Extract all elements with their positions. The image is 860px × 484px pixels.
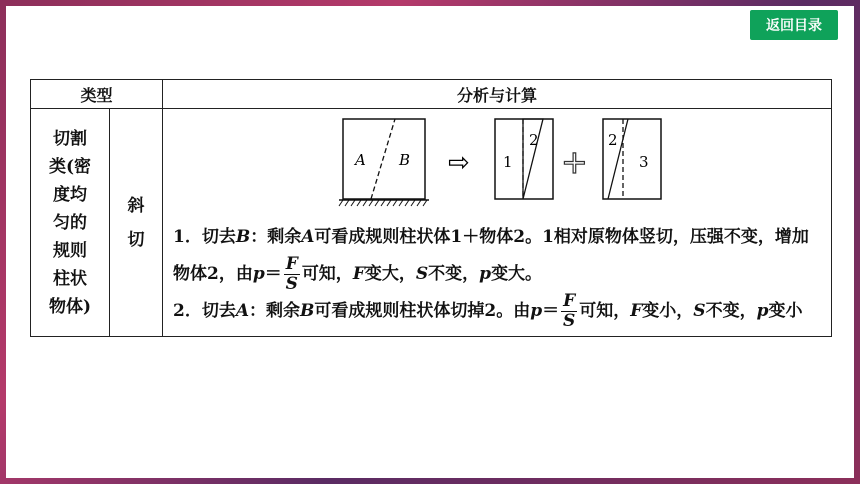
piece-1-label: 1 <box>503 153 513 171</box>
type-line: 匀的 <box>53 212 87 233</box>
type-line: 柱状 <box>53 268 87 289</box>
item1-text: 1．切去 <box>173 227 236 247</box>
item2-text: 变小， <box>642 301 694 321</box>
ground-hatch <box>339 200 427 206</box>
label-b: B <box>399 151 411 169</box>
subtype-line: 切 <box>127 229 145 250</box>
header-analysis: 分析与计算 <box>163 80 832 109</box>
item2-text: ＝ <box>542 301 560 321</box>
arrow-icon: ⇨ <box>448 148 470 178</box>
subtype-cell <box>110 109 163 337</box>
cut-diagram-figure <box>163 109 803 219</box>
item2-text: 2．切去 <box>173 301 236 321</box>
item2-var: S <box>693 301 706 321</box>
item1-var: B <box>235 227 251 247</box>
type-line: 规则 <box>53 240 87 261</box>
table-row <box>31 109 832 337</box>
item1-text: 变大。 <box>491 264 543 284</box>
item1-text: 变大， <box>364 264 416 284</box>
piece-3-label: 3 <box>639 153 649 171</box>
item2-var: F <box>630 301 643 321</box>
type-cell <box>31 109 110 337</box>
item1-text: 可看成规则柱状体1＋物体2。1相对原物体竖切，压强不变，增加物体2，由 <box>173 227 809 284</box>
back-to-contents-button[interactable]: 返回目录 <box>750 10 838 40</box>
item1-var: A <box>301 227 315 247</box>
type-line: 度均 <box>53 184 87 205</box>
item1-text: 可知， <box>301 264 353 284</box>
item1-text: ：剩余 <box>250 227 302 247</box>
header-type: 类型 <box>31 80 163 109</box>
fraction-f-over-s: $\frac{F}{S}$ <box>563 291 576 331</box>
analysis-text <box>163 219 831 336</box>
item2-var: p <box>756 301 769 321</box>
item1-text: 不变， <box>428 264 480 284</box>
analysis-cell <box>163 109 832 337</box>
label-a: A <box>355 151 366 169</box>
analysis-item-1 <box>173 219 821 293</box>
fraction-f-over-s: $\frac{F}{S}$ <box>285 254 298 294</box>
type-line: 物体) <box>48 296 92 317</box>
analysis-item-2 <box>173 293 821 330</box>
item1-var: p <box>252 264 265 284</box>
piece-2-label: 2 <box>529 131 539 149</box>
item1-var: S <box>415 264 429 284</box>
item1-text: ＝ <box>264 264 282 284</box>
item2-text: 不变， <box>705 301 757 321</box>
piece-2b-label: 2 <box>608 131 618 149</box>
item2-text: 变小 <box>768 301 803 321</box>
type-line: 类(密 <box>48 156 92 177</box>
item2-var: B <box>300 301 315 321</box>
item2-text: 可看成规则柱状体切掉2。由 <box>314 301 531 321</box>
item1-var: F <box>352 264 365 284</box>
type-line: 切割 <box>53 128 87 149</box>
subtype-line: 斜 <box>127 195 145 216</box>
item2-var: A <box>235 301 250 321</box>
analysis-table <box>30 79 832 337</box>
plus-icon: + <box>561 143 588 181</box>
item2-text: 可知， <box>579 301 631 321</box>
table-header-row <box>31 80 832 109</box>
item2-var: p <box>530 301 543 321</box>
item2-text: ：剩余 <box>249 301 301 321</box>
cut-diagram <box>163 109 831 219</box>
item1-var: p <box>479 264 492 284</box>
